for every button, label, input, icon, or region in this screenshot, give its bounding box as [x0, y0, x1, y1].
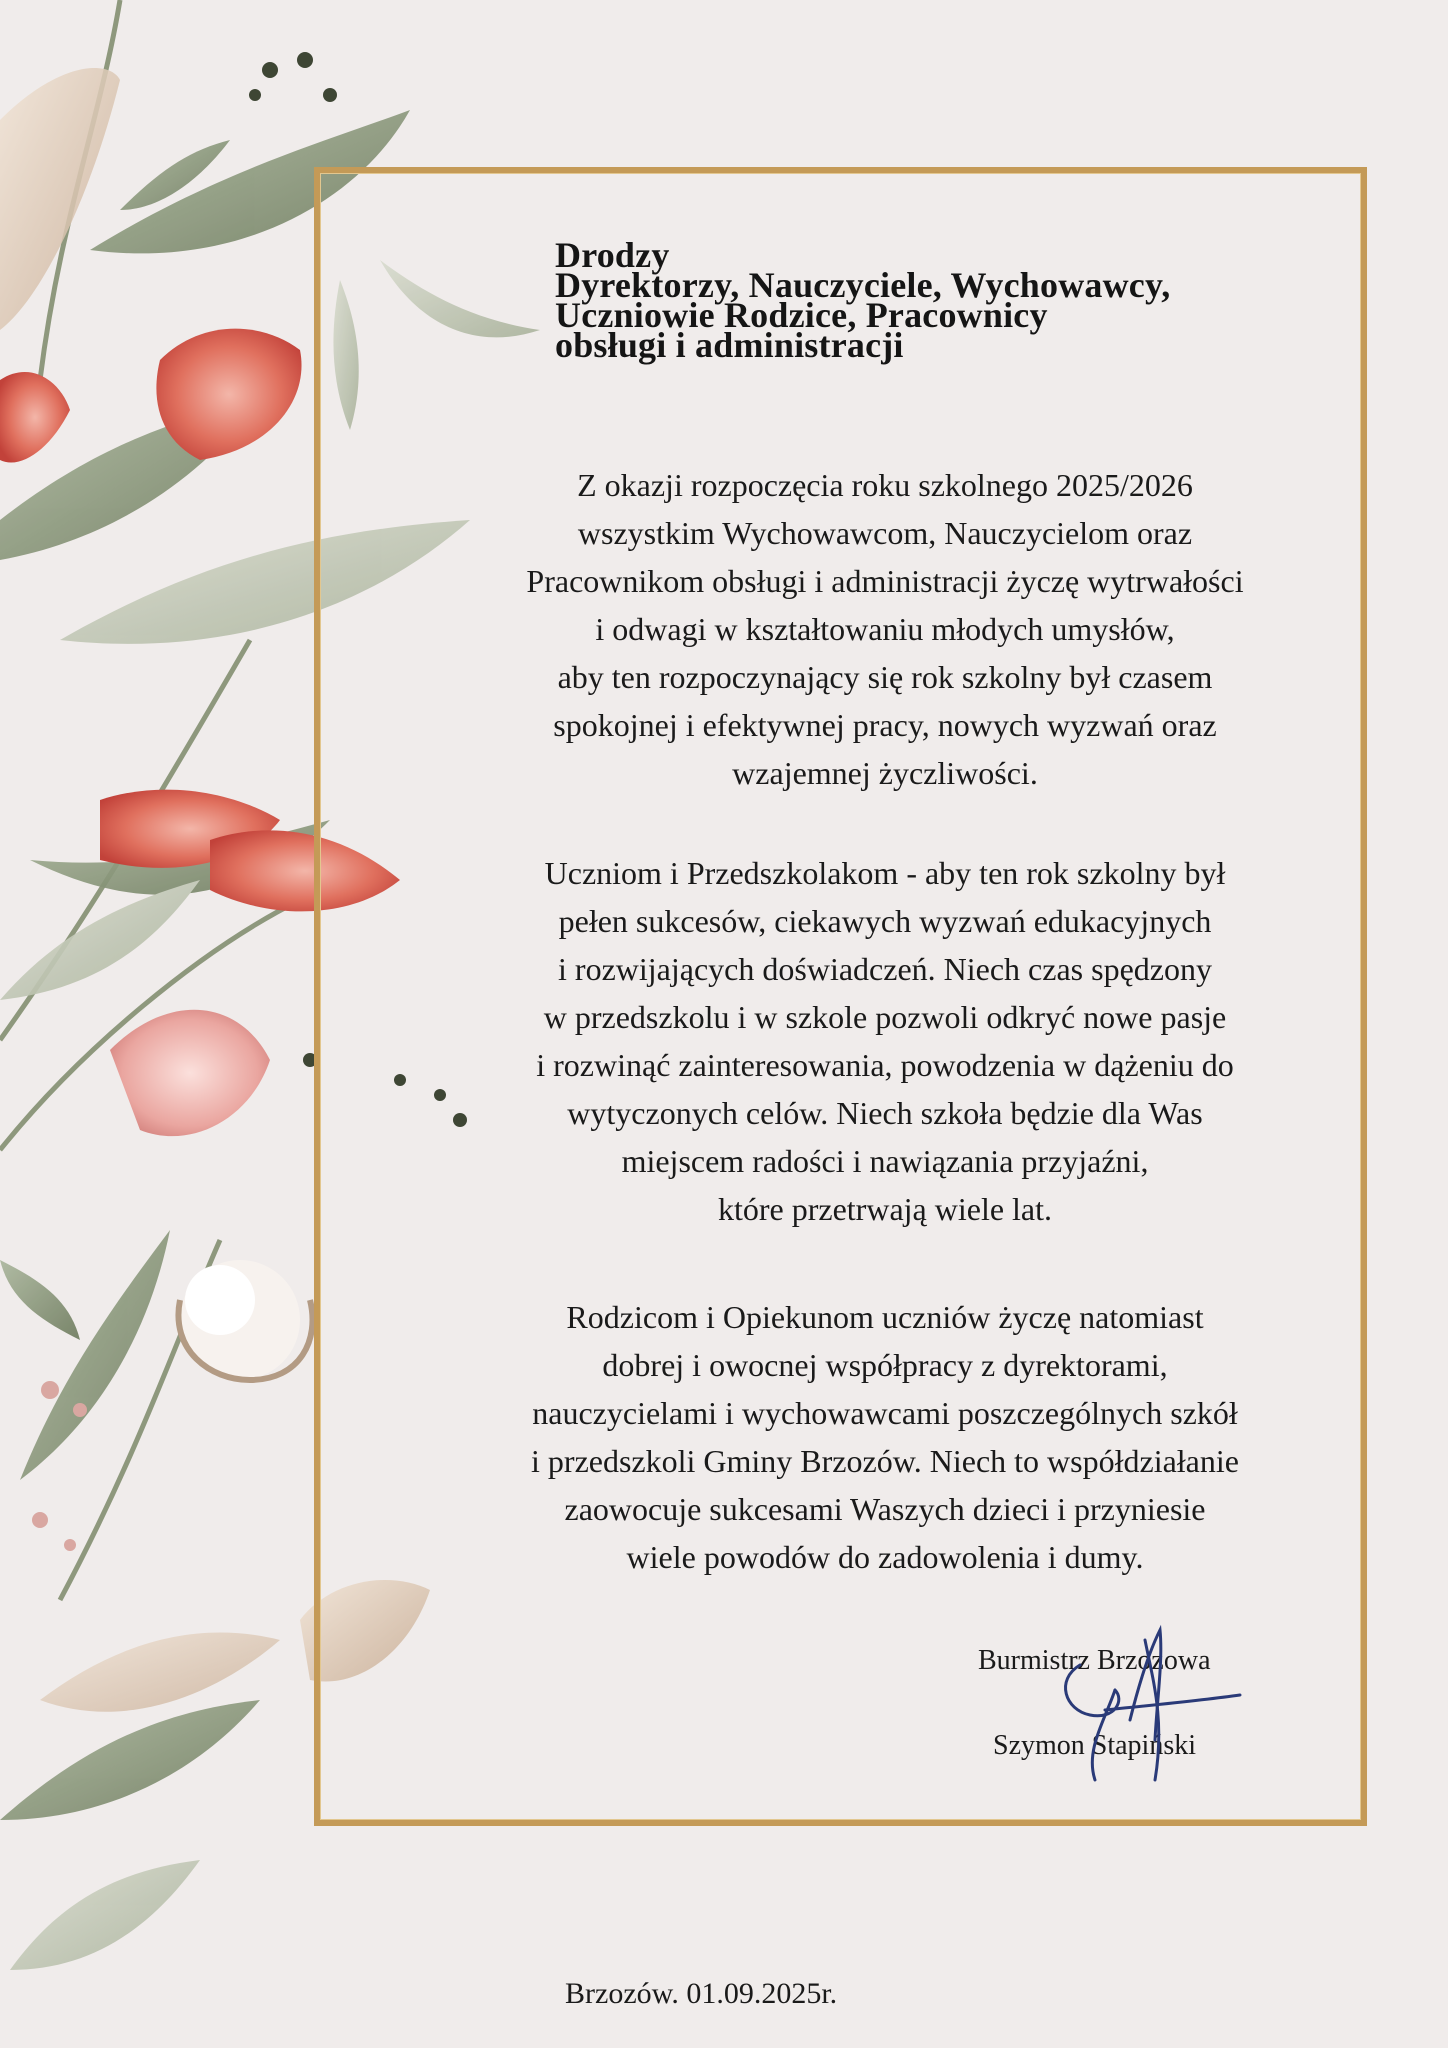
paragraph-line: wszystkim Wychowawcom, Nauczycielom oraz — [577, 515, 1193, 551]
paragraph-line: wiele powodów do zadowolenia i dumy. — [626, 1539, 1144, 1575]
paragraph-parents — [410, 1293, 1360, 1581]
paragraph-line: które przetrwają wiele lat. — [717, 1191, 1053, 1227]
paragraph-line: Z okazji rozpoczęcia roku szkolnego 2025/2026 — [577, 467, 1193, 503]
greeting-line: obsługi i administracji — [555, 325, 904, 365]
signatory-name: Szymon Stapiński — [993, 1730, 1197, 1761]
paragraph-line: i odwagi w kształtowaniu młodych umysłów, — [595, 611, 1175, 647]
paragraph-line: w przedszkolu i w szkole pozwoli odkryć nowe pasje — [543, 999, 1227, 1035]
signatory-title: Burmistrz Brzozowa — [978, 1645, 1211, 1676]
paragraph-line: spokojnej i efektywnej pracy, nowych wyzwań oraz — [553, 707, 1217, 743]
paragraph-line: i rozwinąć zainteresowania, powodzenia w dążeniu do — [536, 1047, 1234, 1083]
paragraph-line: nauczycielami i wychowawcami poszczególnych szkół — [532, 1395, 1238, 1431]
greeting-line: Drodzy — [555, 235, 670, 275]
paragraph-staff — [410, 461, 1360, 797]
paragraph-line: Pracownikom obsługi i administracji życzę wytrwałości — [526, 563, 1244, 599]
document-date: Brzozów. 01.09.2025r. — [565, 1977, 838, 2010]
paragraph-line: miejscem radości i nawiązania przyjaźni, — [621, 1143, 1149, 1179]
greeting-line: Dyrektorzy, Nauczyciele, Wychowawcy, — [555, 265, 1171, 305]
paragraph-line: pełen sukcesów, ciekawych wyzwań edukacyjnych — [558, 903, 1212, 939]
paragraph-students — [410, 849, 1360, 1233]
paragraph-line: wzajemnej życzliwości. — [732, 755, 1038, 791]
paragraph-line: i przedszkoli Gminy Brzozów. Niech to współdziałanie — [531, 1443, 1239, 1479]
greeting-heading — [555, 235, 1335, 365]
paragraph-line: Uczniom i Przedszkolakom - aby ten rok szkolny był — [544, 855, 1226, 891]
paragraph-line: wytyczonych celów. Niech szkoła będzie dla Was — [567, 1095, 1203, 1131]
handwritten-signature — [1045, 1620, 1245, 1790]
greeting-line: Uczniowie Rodzice, Pracownicy — [555, 295, 1048, 335]
paragraph-line: i rozwijających doświadczeń. Niech czas spędzony — [558, 951, 1212, 987]
paragraph-line: Rodzicom i Opiekunom uczniów życzę natomiast — [566, 1299, 1204, 1335]
paragraph-line: aby ten rozpoczynający się rok szkolny był czasem — [557, 659, 1213, 695]
paragraph-line: zaowocuje sukcesami Waszych dzieci i przyniesie — [564, 1491, 1206, 1527]
paragraph-line: dobrej i owocnej współpracy z dyrektorami, — [602, 1347, 1168, 1383]
